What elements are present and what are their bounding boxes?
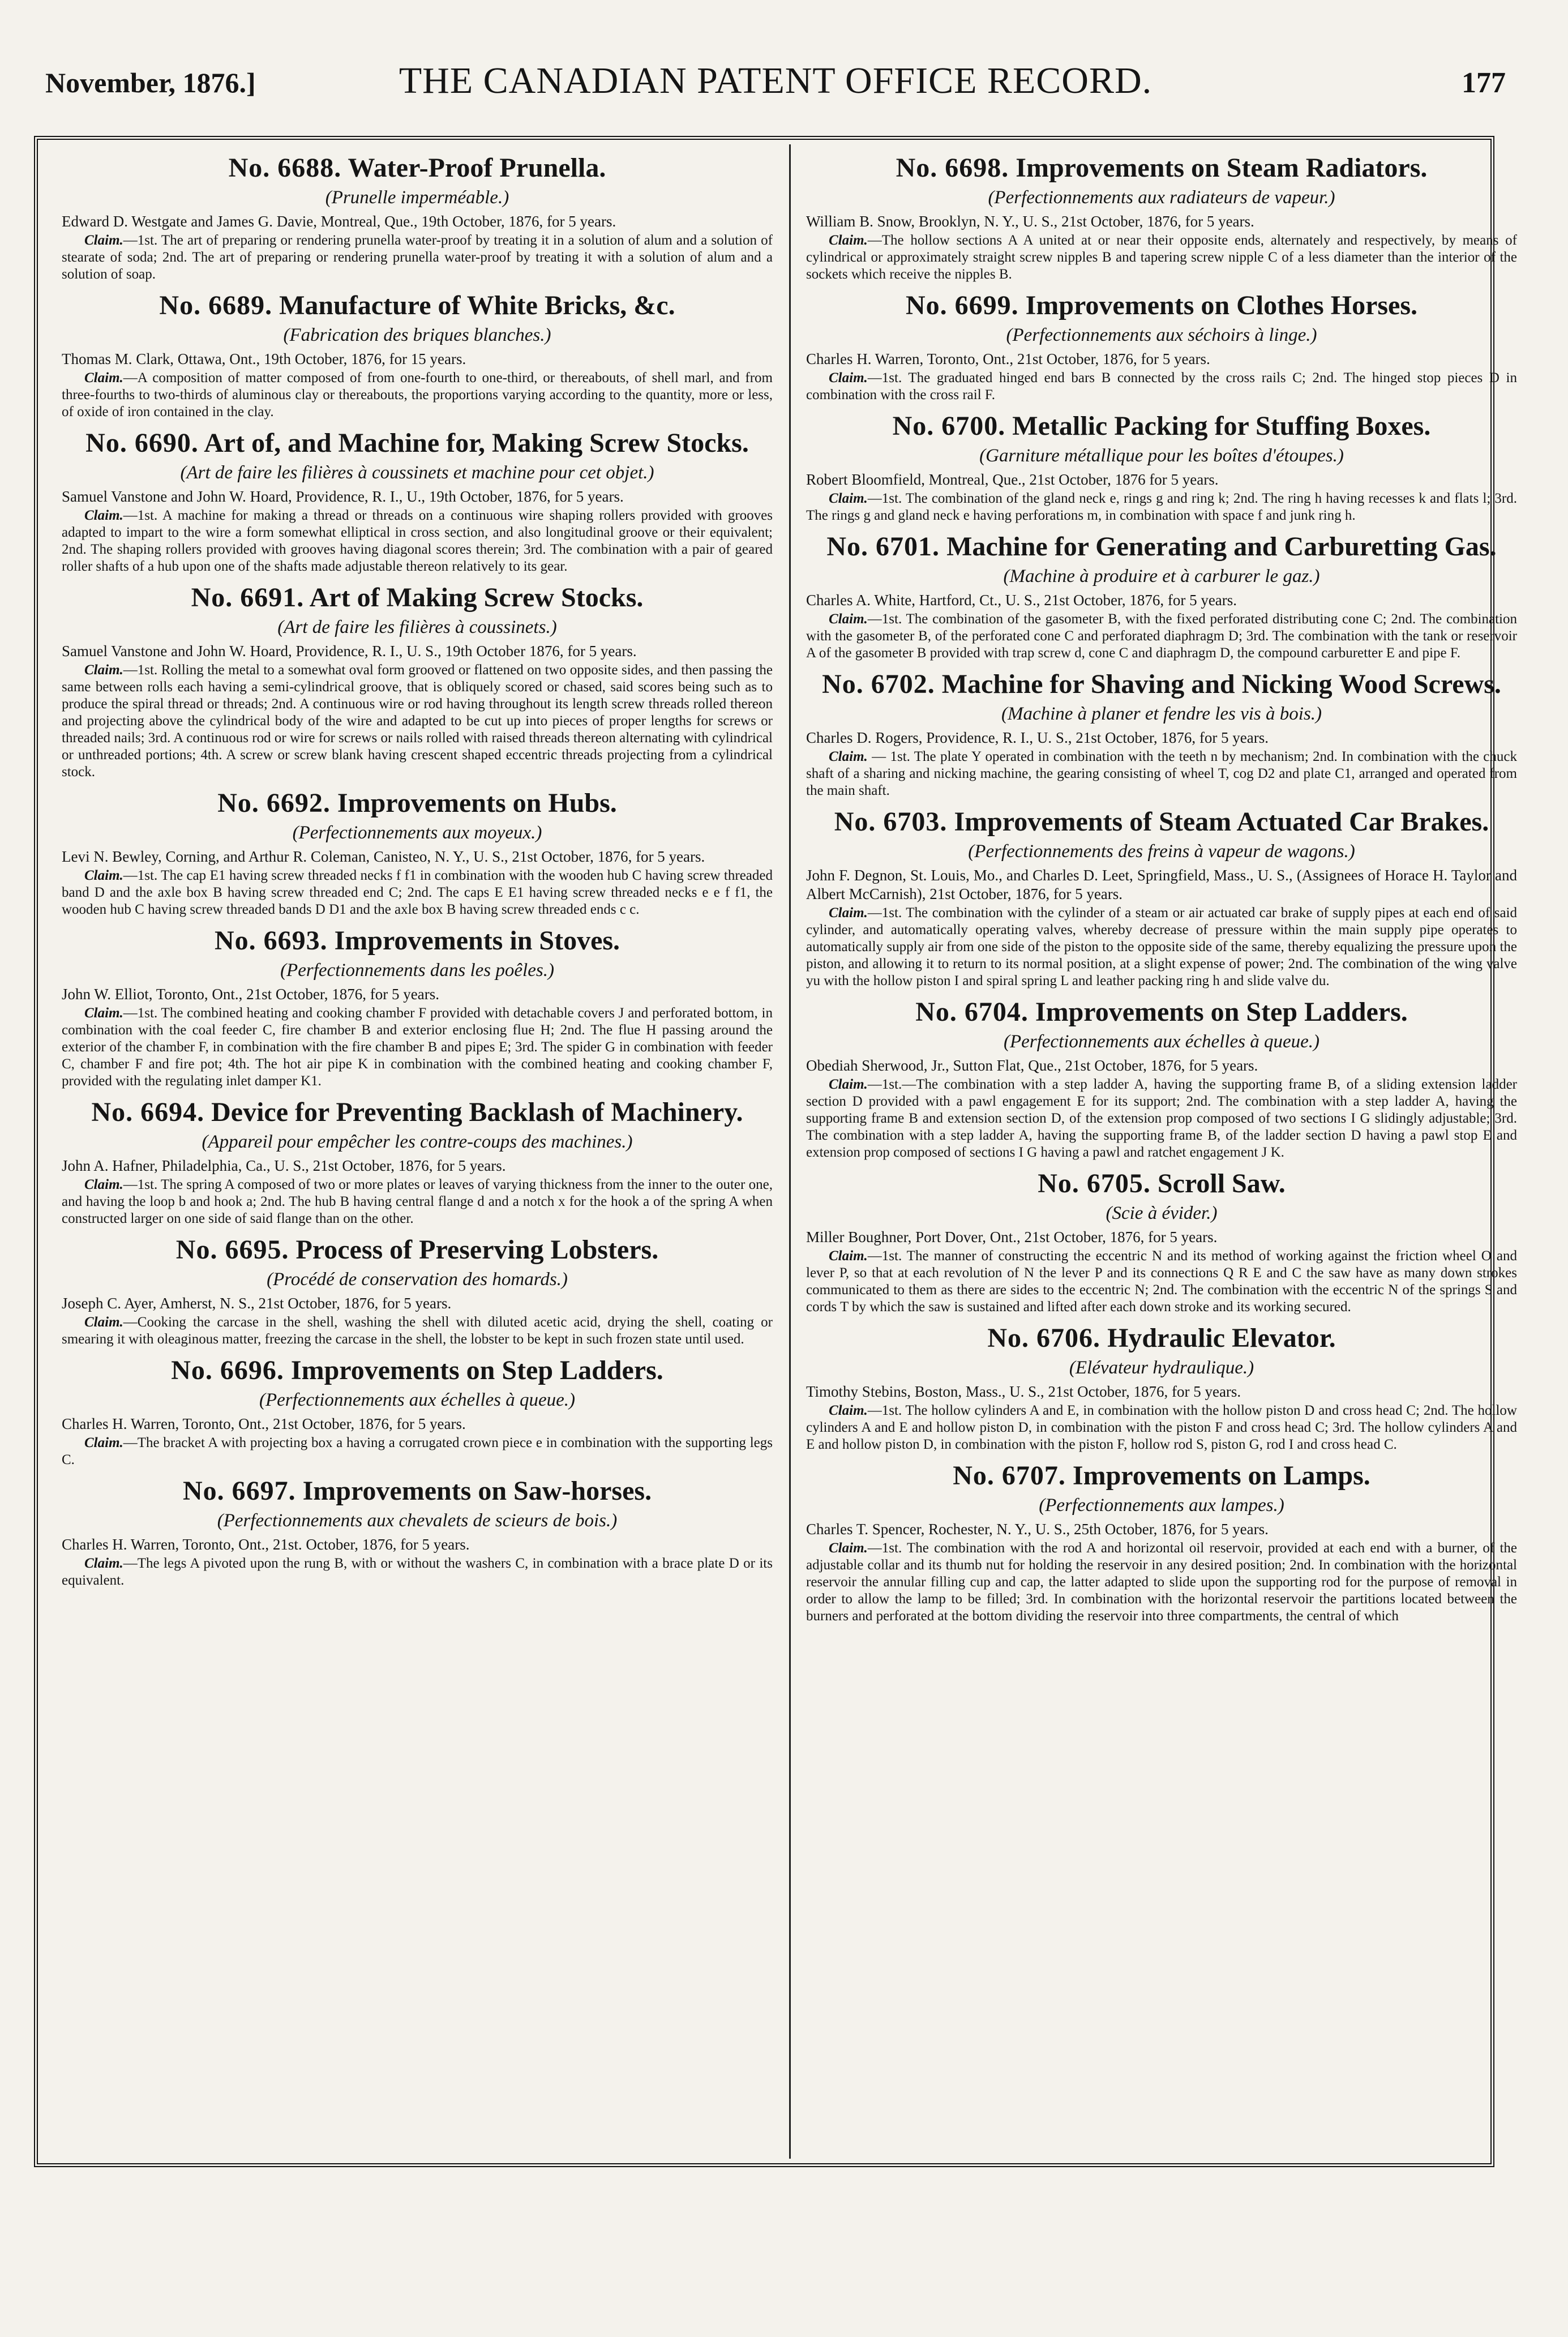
left-column (62, 151, 773, 1595)
patent-heading (806, 409, 1517, 443)
patent-entry (62, 924, 773, 1090)
claim-text (806, 748, 1517, 799)
patentee: John F. Degnon, St. Louis, Mo., and Charles D. Leet, Springfield, Mass., U. S., (Assignees of Horace H. Taylor and Albert McCarnish), 21st October, 1876, for 5 years. (806, 867, 1517, 902)
patentee: Thomas M. Clark, Ottawa, Ont., 19th October, 1876, for 15 years. (62, 350, 466, 367)
claim-label: Claim. (84, 1315, 123, 1330)
claim-label: Claim. (829, 1403, 868, 1418)
patentee: Samuel Vanstone and John W. Hoard, Providence, R. I., U., 19th October, 1876, for 5 years. (62, 488, 624, 505)
french-title: (Elévateur hydraulique.) (1069, 1358, 1254, 1378)
patentee: John A. Hafner, Philadelphia, Ca., U. S., 21st October, 1876, for 5 years. (62, 1157, 506, 1174)
patent-heading (62, 1474, 773, 1508)
claim-text (62, 1555, 773, 1589)
french-title: (Art de faire les filières à coussinets et machine pour cet objet.) (180, 463, 654, 483)
claim-body: —The legs A pivoted upon the rung B, with or without the washers C, in combination with a brace plate D or its equivalent. (62, 1556, 773, 1588)
patent-number: No. 6705. (1038, 1168, 1151, 1199)
patent-entry (62, 786, 773, 918)
patent-entry (62, 1095, 773, 1227)
claim-label: Claim. (829, 749, 868, 764)
claim-body: —1st. The combination of the gland neck e, rings g and ring k; 2nd. The ring h having recesses k and flats l; 3rd. The rings g and gland neck e having perforations m, in combination with space f and junk ring h. (806, 491, 1517, 523)
claim-text (62, 1005, 773, 1090)
patent-entry (62, 151, 773, 283)
patentee: Edward D. Westgate and James G. Davie, Montreal, Que., 19th October, 1876, for 5 years. (62, 213, 616, 230)
french-title: (Garniture métallique pour les boîtes d'étoupes.) (979, 446, 1344, 466)
patent-number: No. 6693. (214, 926, 328, 956)
patent-heading (62, 924, 773, 958)
french-title: (Procédé de conservation des homards.) (267, 1269, 568, 1290)
claim-label: Claim. (84, 1435, 123, 1450)
claim-body: —Cooking the carcase in the shell, washing the shell with diluted acetic acid, drying the shell, coating or smearing it with oleaginous matter, freezing the carcase in the shell, the lobster to be kept in such frozen state until used. (62, 1315, 773, 1347)
patent-heading (806, 805, 1517, 839)
patent-number: No. 6696. (171, 1355, 284, 1385)
patent-number: No. 6691. (191, 583, 305, 613)
claim-label: Claim. (829, 491, 868, 506)
claim-body: —1st. The combination with the cylinder of a steam or air actuated car brake of supply pipes at each end of said cylinder, and automatically operating valves, whereby decrease of pressure within the main supply pipe operates to automatically supply air from one side of the piston to the opposite side of the same, thereby equalizing the pressure upon the piston, and allowing it to return to its normal position, at a slight expense of power; 2nd. The combination of the wing valve yu with the hollow piston I and spiral spring L and leather packing ring h and slide valve du. (806, 905, 1517, 988)
patent-number: No. 6699. (905, 290, 1019, 320)
patent-title: Improvements on Saw-horses. (302, 1476, 652, 1506)
claim-text (806, 490, 1517, 524)
claim-label: Claim. (829, 1077, 868, 1092)
patent-entry (806, 1167, 1517, 1316)
patent-number: No. 6700. (892, 411, 1006, 441)
french-title: (Perfectionnements aux moyeux.) (292, 823, 542, 843)
patent-number: No. 6697. (182, 1476, 296, 1506)
patent-heading (806, 530, 1517, 564)
patent-entry (806, 667, 1517, 799)
patent-title: Manufacture of White Bricks, &c. (279, 290, 675, 320)
patent-heading (62, 581, 773, 615)
claim-body: —1st. The spring A composed of two or more plates or leaves of varying thickness from the inner to the outer one, and having the loop b and hook a; 2nd. The hub B having central flange d and a notch x for the hook a of the spring A when constructed larger on one side of said flange than on the other. (62, 1177, 773, 1226)
patent-number: No. 6701. (826, 532, 940, 562)
claim-text (806, 370, 1517, 404)
claim-text (62, 1435, 773, 1469)
claim-label: Claim. (829, 370, 868, 386)
french-title: (Machine à produire et à carburer le gaz.) (1003, 566, 1320, 587)
patent-number: No. 6704. (915, 997, 1029, 1027)
patent-entry (62, 1354, 773, 1469)
patentee: Charles T. Spencer, Rochester, N. Y., U. S., 25th October, 1876, for 5 years. (806, 1521, 1269, 1538)
claim-text (62, 507, 773, 575)
patent-title: Improvements on Hubs. (337, 788, 617, 818)
patent-heading (806, 151, 1517, 185)
french-title: (Machine à planer et fendre les vis à bois.) (1001, 704, 1322, 724)
claim-label: Claim. (84, 1005, 123, 1021)
patent-heading (806, 289, 1517, 323)
patent-entry (806, 805, 1517, 990)
patent-entry (806, 409, 1517, 524)
claim-body: —The bracket A with projecting box a having a corrugated crown piece e in combination with the supporting legs C. (62, 1435, 773, 1467)
claim-label: Claim. (84, 868, 123, 883)
claim-text (62, 1314, 773, 1348)
claim-body: — 1st. The plate Y operated in combination with the teeth n by mechanism; 2nd. In combination with the chuck shaft of a sharing and nicking machine, the gearing consisting of wheel T, cog D2 and plate C1, arranged and operated from the main shaft. (806, 749, 1517, 798)
claim-text (806, 232, 1517, 283)
patentee: William B. Snow, Brooklyn, N. Y., U. S., 21st October, 1876, for 5 years. (806, 213, 1254, 230)
patent-heading (62, 1233, 773, 1267)
patent-number: No. 6688. (228, 153, 342, 183)
claim-label: Claim. (829, 1540, 868, 1556)
claim-text (62, 662, 773, 781)
patentee: John W. Elliot, Toronto, Ont., 21st October, 1876, for 5 years. (62, 986, 439, 1003)
claim-label: Claim. (84, 233, 123, 248)
patentee: Charles H. Warren, Toronto, Ont., 21st October, 1876, for 5 years. (806, 350, 1210, 367)
patent-title: Scroll Saw. (1157, 1168, 1286, 1199)
claim-text (806, 905, 1517, 990)
patentee: Charles D. Rogers, Providence, R. I., U. S., 21st October, 1876, for 5 years. (806, 729, 1269, 746)
claim-body: —1st.—The combination with a step ladder A, having the supporting frame B, of a sliding extension ladder section D provided with a pawl engagement E for its support; 2nd. The combination with a step ladder A, having the supporting frame B and extension section D, of the extension prop composed of two sections I G slidingly adjustable; 3rd. The combination with a step ladder A, having the supporting frame B, of the ladder section D having a pawl stop E and extension prop composed of sections I G having a pawl and ratchet engagement J K. (806, 1077, 1517, 1160)
patent-number: No. 6690. (85, 428, 199, 458)
patent-entry (806, 995, 1517, 1161)
patentee: Timothy Stebins, Boston, Mass., U. S., 21st October, 1876, for 5 years. (806, 1383, 1241, 1400)
patentee: Robert Bloomfield, Montreal, Que., 21st October, 1876 for 5 years. (806, 471, 1219, 488)
patent-heading (62, 289, 773, 323)
claim-text (62, 1176, 773, 1227)
patent-title: Art of, and Machine for, Making Screw Stocks. (204, 428, 749, 458)
patent-title: Hydraulic Elevator. (1107, 1323, 1336, 1353)
french-title: (Scie à évider.) (1106, 1203, 1218, 1223)
claim-body: —1st. The combination with the rod A and horizontal oil reservoir, provided at each end with a burner, of the adjustable collar and its thumb nut for holding the reservoir in any desired position; 2nd. In combination with the horizontal reservoir the annular filling cup and cap, the latter adapted to slide upon the supporting rod for the purpose of removal in order to allow the lamp to be filled; 3rd. In combination with the horizontal reservoir the partitions located between the burners and perforated at the bottom dividing the reservoir into three compartments, the central of which (806, 1540, 1517, 1624)
claim-text (806, 1076, 1517, 1161)
issue-date: November, 1876.] (45, 67, 256, 99)
patent-entry (806, 1459, 1517, 1625)
patent-title: Improvements on Step Ladders. (1035, 997, 1408, 1027)
patentee: Charles H. Warren, Toronto, Ont., 21st October, 1876, for 5 years. (62, 1415, 466, 1432)
patent-heading (806, 1167, 1517, 1201)
content-frame (34, 136, 1517, 2167)
patent-title: Metallic Packing for Stuffing Boxes. (1012, 411, 1431, 441)
patent-heading (62, 151, 773, 185)
column-divider (789, 144, 791, 2159)
claim-body: —1st. The manner of constructing the eccentric N and its method of working against the friction wheel O and lever P, so that at each revolution of N the lever P and its connections Q R E and C the saw have as many down strokes communicated to them as there are sides to the eccentric N; 2nd. The combination with the eccentric N of the springs S and cords T by which the saw is sustained and lifted after each down stroke and its working secured. (806, 1248, 1517, 1315)
french-title: (Fabrication des briques blanches.) (283, 325, 551, 345)
patent-title: Improvements in Stoves. (334, 926, 620, 956)
claim-text (806, 1402, 1517, 1453)
claim-body: —A composition of matter composed of from one-fourth to one-third, or thereabouts, of shell marl, and from three-fourths to two-thirds of aluminous clay or thereabouts, the proportions varying according to the quantity, more or less, of oxide of iron contained in the clay. (62, 370, 773, 420)
patent-title: Improvements on Clothes Horses. (1025, 290, 1418, 320)
claim-label: Claim. (829, 233, 868, 248)
claim-label: Claim. (84, 662, 123, 678)
page-number: 177 (1462, 67, 1506, 99)
claim-label: Claim. (84, 508, 123, 523)
patent-entry (806, 530, 1517, 662)
patent-number: No. 6702. (822, 669, 935, 699)
patent-entry (62, 1474, 773, 1589)
claim-body: —The hollow sections A A united at or near their opposite ends, alternately and respectively, by means of cylindrical or approximately straight screw nipples B and tapering screw nipple C of a less diameter than the interior of the sockets which receive the nipples B. (806, 233, 1517, 282)
patent-title: Improvements of Steam Actuated Car Brakes. (954, 807, 1489, 837)
patentee: Charles A. White, Hartford, Ct., U. S., 21st October, 1876, for 5 years. (806, 592, 1237, 609)
french-title: (Perfectionnements des freins à vapeur de wagons.) (968, 841, 1355, 862)
claim-body: —1st. The art of preparing or rendering prunella water-proof by treating it in a solution of alum and a solution of stearate of soda; 2nd. The art of preparing or rendering prunella water-proof by treating it with a solution of alum and a solution of soap. (62, 233, 773, 282)
french-title: (Perfectionnements aux radiateurs de vapeur.) (988, 187, 1335, 208)
claim-label: Claim. (829, 1248, 868, 1264)
claim-label: Claim. (84, 370, 123, 386)
claim-body: —1st. The combination of the gasometer B, with the fixed perforated distributing cone C; 2nd. The combination with the gasometer B, of the perforated cone C and perforated diaphragm D; 3rd. The combination with the tank or reservoir A of the gasometer B provided with trap screw d, cone C and diaphragm D, the compound carburetter E and pipe F. (806, 611, 1517, 661)
patent-title: Art of Making Screw Stocks. (309, 583, 644, 613)
page-header (45, 59, 1506, 110)
french-title: (Perfectionnements aux chevalets de scieurs de bois.) (217, 1510, 618, 1531)
patent-number: No. 6695. (175, 1235, 289, 1265)
patent-title: Process of Preserving Lobsters. (295, 1235, 659, 1265)
patent-number: No. 6707. (953, 1461, 1066, 1491)
patent-heading (62, 1354, 773, 1388)
patent-heading (806, 1459, 1517, 1493)
patent-entry (62, 581, 773, 781)
patent-title: Machine for Generating and Carburetting Gas. (946, 532, 1497, 562)
french-title: (Perfectionnements aux échelles à queue.) (1003, 1031, 1320, 1052)
patent-title: Improvements on Steam Radiators. (1016, 153, 1428, 183)
claim-label: Claim. (829, 905, 868, 921)
patent-heading (62, 1095, 773, 1129)
claim-text (806, 611, 1517, 662)
patent-entry (62, 1233, 773, 1348)
patentee: Joseph C. Ayer, Amherst, N. S., 21st October, 1876, for 5 years. (62, 1295, 452, 1312)
claim-text (62, 232, 773, 283)
claim-text (806, 1540, 1517, 1625)
claim-text (806, 1248, 1517, 1316)
patent-title: Water-Proof Prunella. (348, 153, 606, 183)
patent-entry (806, 151, 1517, 283)
patent-entry (806, 1321, 1517, 1453)
patent-heading (806, 995, 1517, 1029)
claim-text (62, 867, 773, 918)
claim-body: —1st. A machine for making a thread or threads on a continuous wire shaping rollers provided with grooves adapted to impart to the wire a form somewhat elliptical in cross section, and also longitudinal groove or their equivalent; 2nd. The shaping rollers provided with grooves having diagonal scores therein; 3rd. The combination with a pair of geared roller shafts of a hub upon one of the shafts made adjustable thereon relatively to its gear. (62, 508, 773, 574)
french-title: (Prunelle imperméable.) (325, 187, 509, 208)
patent-number: No. 6698. (896, 153, 1009, 183)
patent-title: Machine for Shaving and Nicking Wood Screws. (941, 669, 1501, 699)
french-title: (Appareil pour empêcher les contre-coups des machines.) (202, 1132, 633, 1152)
claim-body: —1st. The combined heating and cooking chamber F provided with detachable covers J and perforated bottom, in combination with the coal feeder C, fire chamber B and exterior enclosing flue H; 2nd. The flue H passing around the exterior of the chamber F, in combination with the fire chamber B and pipes E; 3rd. The spider G in combination with feeder C, chamber F and fire pot; 4th. The hot air pipe K in combination with the combined heating and cooking chamber F, provided with the regulating inlet damper K1. (62, 1005, 773, 1089)
right-column (806, 151, 1517, 1630)
french-title: (Perfectionnements aux lampes.) (1039, 1495, 1284, 1516)
patent-heading (62, 786, 773, 820)
patent-title: Improvements on Lamps. (1072, 1461, 1370, 1491)
patent-heading (806, 667, 1517, 701)
patent-entry (62, 289, 773, 421)
french-title: (Perfectionnements dans les poêles.) (280, 960, 554, 981)
patentee: Charles H. Warren, Toronto, Ont., 21st. October, 1876, for 5 years. (62, 1536, 470, 1553)
patent-number: No. 6706. (987, 1323, 1101, 1353)
french-title: (Perfectionnements aux séchoirs à linge.) (1006, 325, 1317, 345)
patentee: Miller Boughner, Port Dover, Ont., 21st October, 1876, for 5 years. (806, 1229, 1218, 1245)
patentee: Samuel Vanstone and John W. Hoard, Providence, R. I., U. S., 19th October 1876, for 5 years. (62, 643, 637, 660)
claim-text (62, 370, 773, 421)
patentee: Obediah Sherwood, Jr., Sutton Flat, Que., 21st October, 1876, for 5 years. (806, 1057, 1258, 1074)
patent-number: No. 6689. (159, 290, 273, 320)
patentee: Levi N. Bewley, Corning, and Arthur R. Coleman, Canisteo, N. Y., U. S., 21st October, 1876, for 5 years. (62, 848, 705, 865)
french-title: (Art de faire les filières à coussinets.) (277, 617, 557, 637)
patent-number: No. 6692. (217, 788, 331, 818)
patent-heading (806, 1321, 1517, 1355)
patent-entry (806, 289, 1517, 404)
publication-title: THE CANADIAN PATENT OFFICE RECORD. (399, 60, 1153, 101)
patent-number: No. 6694. (91, 1097, 205, 1127)
claim-body: —1st. The hollow cylinders A and E, in combination with the hollow piston D and cross head C; 2nd. The hollow cylinders A and E and hollow piston D, in combination with the piston F and cross head C; 3rd. The hollow cylinders A and E and hollow piston D, in combination with the piston F, hollow rod S, piston G, rod I and cross head C. (806, 1403, 1517, 1452)
patent-heading (62, 426, 773, 460)
patent-entry (62, 426, 773, 575)
claim-body: —1st. The graduated hinged end bars B connected by the cross rails C; 2nd. The hinged stop pieces D in combination with the cross rail F. (806, 370, 1517, 403)
patent-title: Improvements on Step Ladders. (290, 1355, 663, 1385)
claim-label: Claim. (84, 1556, 123, 1571)
patent-title: Device for Preventing Backlash of Machinery. (211, 1097, 743, 1127)
claim-label: Claim. (829, 611, 868, 627)
claim-label: Claim. (84, 1177, 123, 1192)
patent-number: No. 6703. (834, 807, 948, 837)
claim-body: —1st. The cap E1 having screw threaded necks f f1 in combination with the wooden hub C having screw threaded band D and the axle box B having screw threaded end C; 2nd. The caps E E1 having screw threaded necks e e f f1, the wooden hub C having screw threaded bands D D1 and the axle box B having screw threaded ends c c. (62, 868, 773, 917)
french-title: (Perfectionnements aux échelles à queue.) (259, 1390, 576, 1410)
claim-body: —1st. Rolling the metal to a somewhat oval form grooved or flattened on two opposite sides, and then passing the same between rolls each having a semi-cylindrical groove, that is obliquely scored or chased, said scores being such as to produce the spiral thread or threads; 2nd. A continuous wire or rod having throughout its length screw threads rolled thereon and projecting above the cylindrical body of the wire and adapted to be cut up into pieces of proper lengths for screws or threaded nails; 3rd. A continuous rod or wire for screws or nails rolled with raised threads thereon alternating with cylindrical or unthreaded portions; 4th. A screw or screw blank having crescent shaped eccentric threads projecting from a cylindrical stock. (62, 662, 773, 780)
